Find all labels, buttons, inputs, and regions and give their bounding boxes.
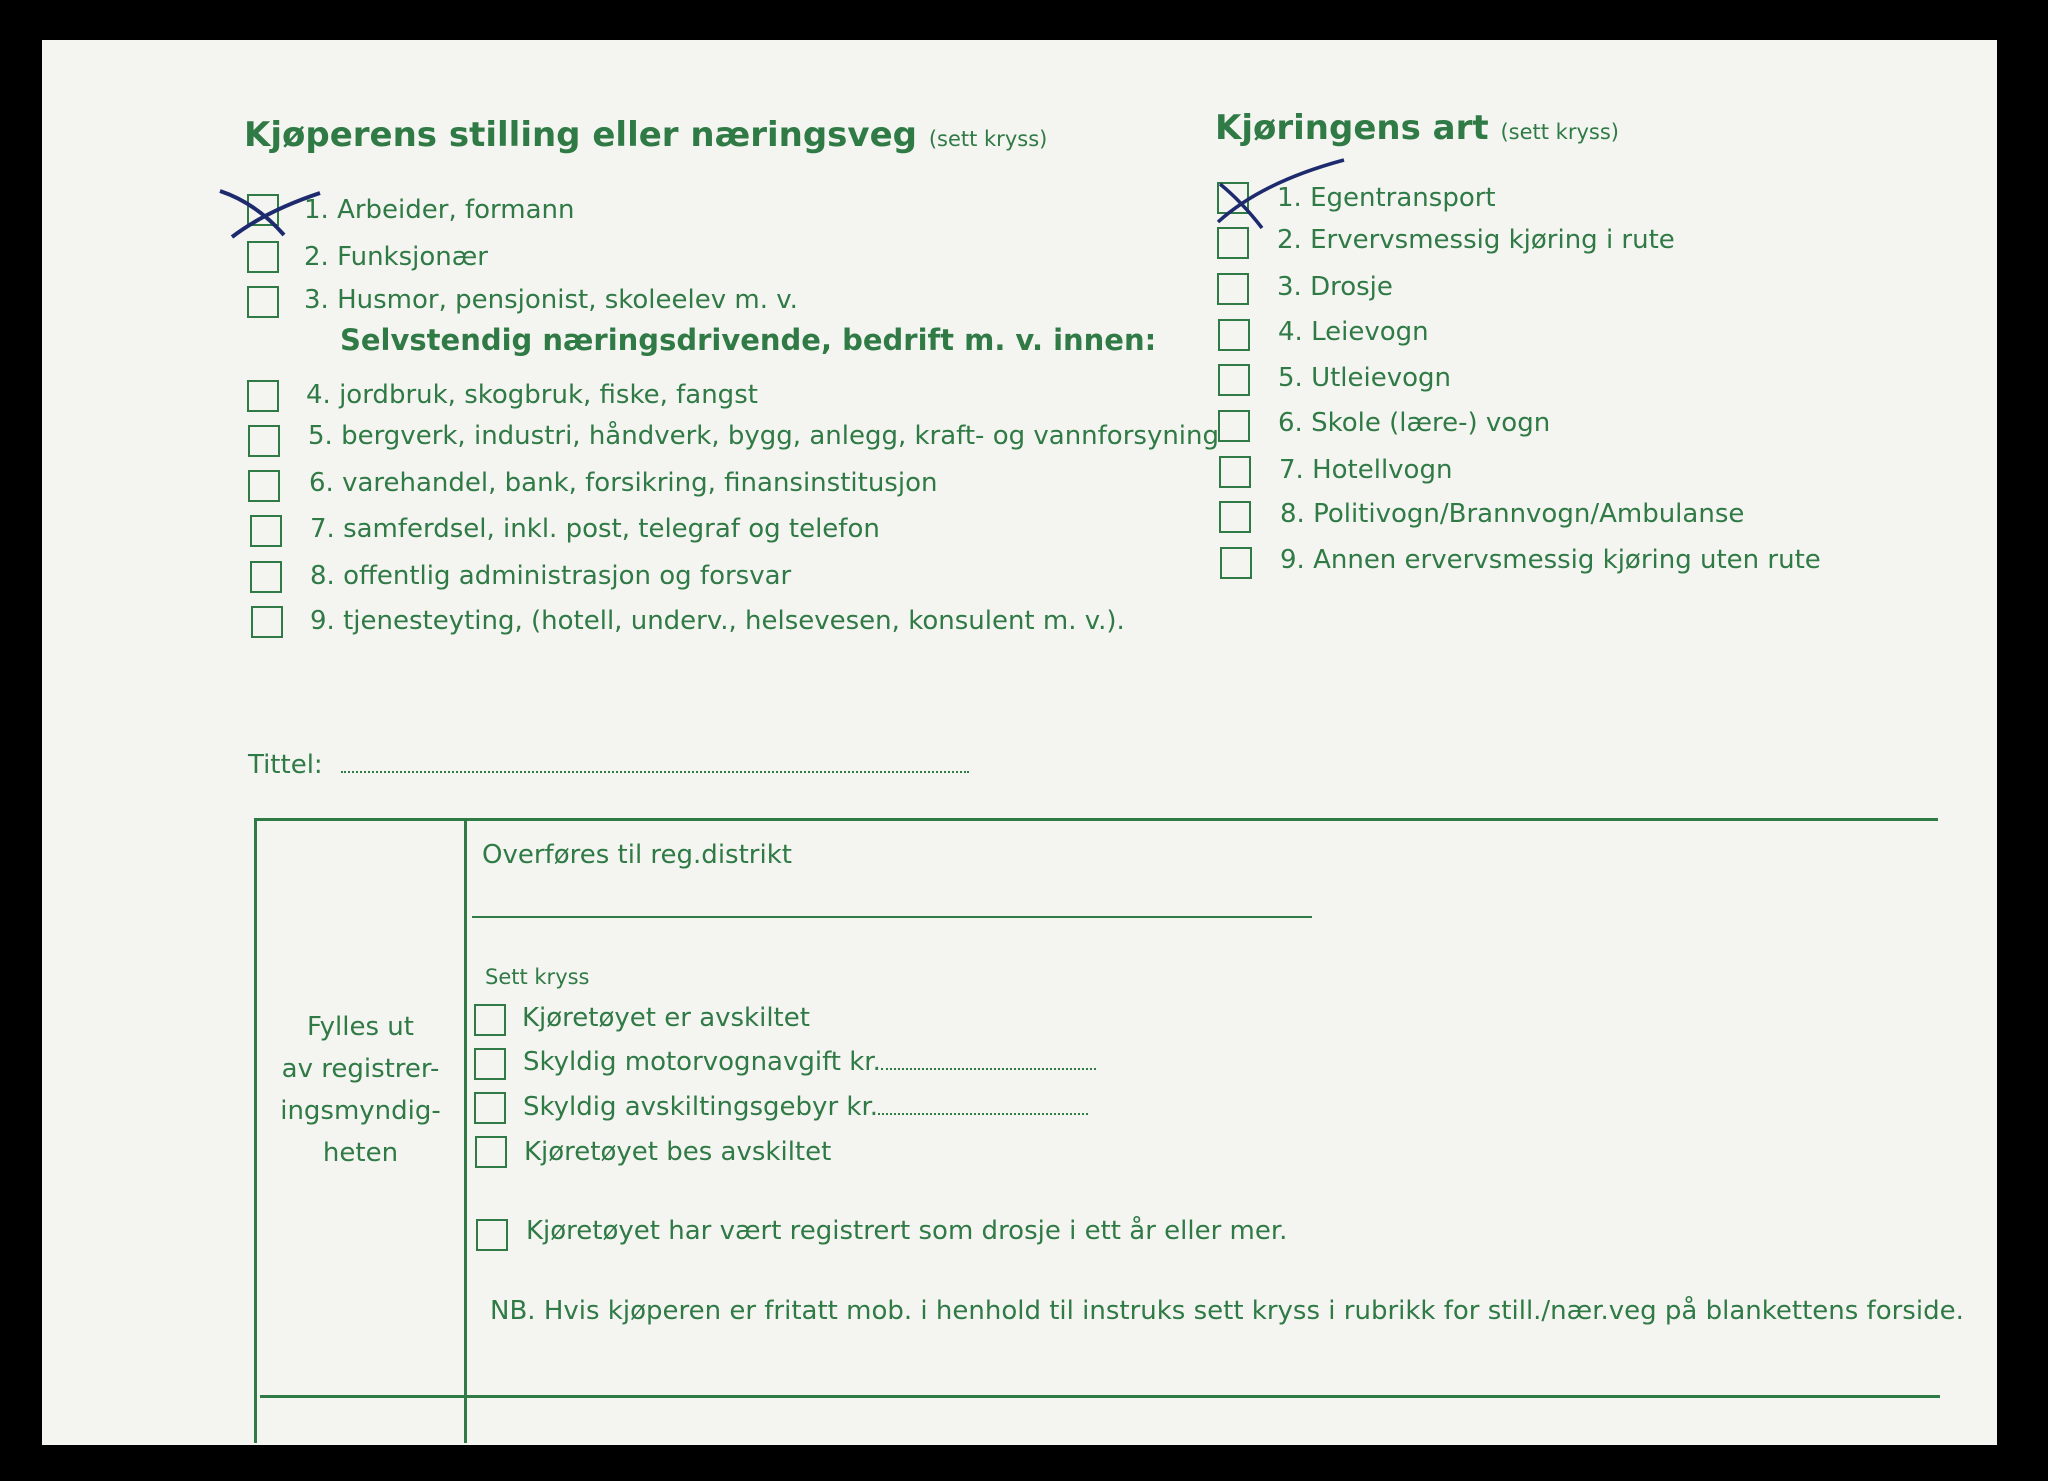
driving-2-label: 2. Ervervsmessig kjøring i rute xyxy=(1277,225,1675,255)
side-label-line-4: heten xyxy=(322,1138,399,1168)
occupation-4-label: 4. jordbruk, skogbruk, fiske, fangst xyxy=(306,380,758,410)
checkbox-drosje-registrert[interactable] xyxy=(476,1219,508,1251)
transfer-district-line[interactable] xyxy=(472,916,1312,918)
self-employed-subheading: Selvstendig næringsdrivende, bedrift m. v. innen: xyxy=(340,323,1157,357)
checkbox-bes-avskiltet[interactable] xyxy=(475,1136,507,1168)
checkbox-motorvognavgift[interactable] xyxy=(474,1048,506,1080)
checkbox-occupation-2[interactable] xyxy=(247,241,279,273)
checkbox-avskiltingsgebyr[interactable] xyxy=(474,1092,506,1124)
registry-side-label xyxy=(257,1006,464,1174)
sett-kryss-label: Sett kryss xyxy=(485,965,590,989)
registry-bottom-rule xyxy=(260,1395,1940,1398)
checkbox-driving-8[interactable] xyxy=(1219,501,1251,533)
bes-avskiltet-label: Kjøretøyet bes avskiltet xyxy=(524,1137,832,1167)
motorvognavgift-field[interactable] xyxy=(523,1047,1096,1077)
driving-3-label: 3. Drosje xyxy=(1277,272,1393,302)
checkbox-driving-1[interactable] xyxy=(1217,182,1249,214)
right-section-title xyxy=(1215,108,1619,152)
registry-divider xyxy=(464,818,467,1443)
nb-notice: NB. Hvis kjøperen er fritatt mob. i henhold til instruks sett kryss i rubrikk for still./nær.veg på blankettens forside. xyxy=(490,1296,1964,1326)
occupation-3-label: 3. Husmor, pensjonist, skoleelev m. v. xyxy=(304,285,798,315)
checkbox-occupation-7[interactable] xyxy=(250,515,282,547)
occupation-7-label: 7. samferdsel, inkl. post, telegraf og telefon xyxy=(310,514,880,544)
avskiltingsgebyr-dotted-line xyxy=(878,1113,1088,1115)
left-title-note: (sett kryss) xyxy=(928,127,1048,151)
occupation-6-label: 6. varehandel, bank, forsikring, finansinstitusjon xyxy=(309,468,938,498)
motorvognavgift-label: Skyldig motorvognavgift kr. xyxy=(523,1047,881,1077)
driving-8-label: 8. Politivogn/Brannvogn/Ambulanse xyxy=(1280,499,1745,529)
checkbox-driving-4[interactable] xyxy=(1218,319,1250,351)
registry-top-rule xyxy=(254,818,1938,821)
checkbox-driving-2[interactable] xyxy=(1217,227,1249,259)
driving-1-label: 1. Egentransport xyxy=(1277,183,1496,213)
avskiltet-label: Kjøretøyet er avskiltet xyxy=(522,1003,810,1033)
driving-4-label: 4. Leievogn xyxy=(1278,317,1429,347)
occupation-2-label: 2. Funksjonær xyxy=(304,242,488,272)
driving-6-label: 6. Skole (lære-) vogn xyxy=(1278,408,1551,438)
checkbox-occupation-4[interactable] xyxy=(247,380,279,412)
title-dotted-line xyxy=(341,771,969,773)
avskiltingsgebyr-field[interactable] xyxy=(523,1092,1088,1122)
occupation-5-label: 5. bergverk, industri, håndverk, bygg, anlegg, kraft- og vannforsyning xyxy=(308,421,1220,451)
driving-9-label: 9. Annen ervervsmessig kjøring uten rute xyxy=(1280,545,1821,575)
occupation-9-label: 9. tjenesteyting, (hotell, underv., helsevesen, konsulent m. v.). xyxy=(310,606,1125,636)
transfer-district-label: Overføres til reg.distrikt xyxy=(482,840,792,870)
checkbox-occupation-5[interactable] xyxy=(248,425,280,457)
form-paper xyxy=(42,40,1997,1445)
right-title-note: (sett kryss) xyxy=(1500,120,1619,144)
occupation-1-label: 1. Arbeider, formann xyxy=(304,195,575,225)
left-title-text: Kjøperens stilling eller næringsveg xyxy=(244,115,917,155)
checkbox-occupation-8[interactable] xyxy=(250,561,282,593)
avskiltingsgebyr-label: Skyldig avskiltingsgebyr kr. xyxy=(523,1092,879,1122)
checkbox-driving-7[interactable] xyxy=(1219,456,1251,488)
side-label-line-2: av registrer- xyxy=(281,1054,440,1084)
motorvognavgift-dotted-line xyxy=(881,1068,1096,1070)
title-field[interactable] xyxy=(248,750,969,780)
drosje-registrert-label: Kjøretøyet har vært registrert som drosje i ett år eller mer. xyxy=(526,1216,1288,1246)
driving-7-label: 7. Hotellvogn xyxy=(1279,455,1453,485)
left-section-title xyxy=(244,115,1047,159)
side-label-line-3: ingsmyndig- xyxy=(280,1096,441,1126)
driving-5-label: 5. Utleievogn xyxy=(1278,363,1452,393)
title-label: Tittel: xyxy=(248,750,323,780)
checkbox-driving-5[interactable] xyxy=(1218,364,1250,396)
right-title-text: Kjøringens art xyxy=(1215,108,1489,148)
checkbox-occupation-6[interactable] xyxy=(248,470,280,502)
checkbox-occupation-9[interactable] xyxy=(251,606,283,638)
checkbox-driving-3[interactable] xyxy=(1217,273,1249,305)
checkbox-driving-6[interactable] xyxy=(1218,410,1250,442)
checkbox-driving-9[interactable] xyxy=(1220,547,1252,579)
checkbox-avskiltet[interactable] xyxy=(474,1004,506,1036)
occupation-8-label: 8. offentlig administrasjon og forsvar xyxy=(310,561,792,591)
checkbox-occupation-1[interactable] xyxy=(247,194,279,226)
side-label-line-1: Fylles ut xyxy=(307,1012,414,1042)
checkbox-occupation-3[interactable] xyxy=(247,286,279,318)
